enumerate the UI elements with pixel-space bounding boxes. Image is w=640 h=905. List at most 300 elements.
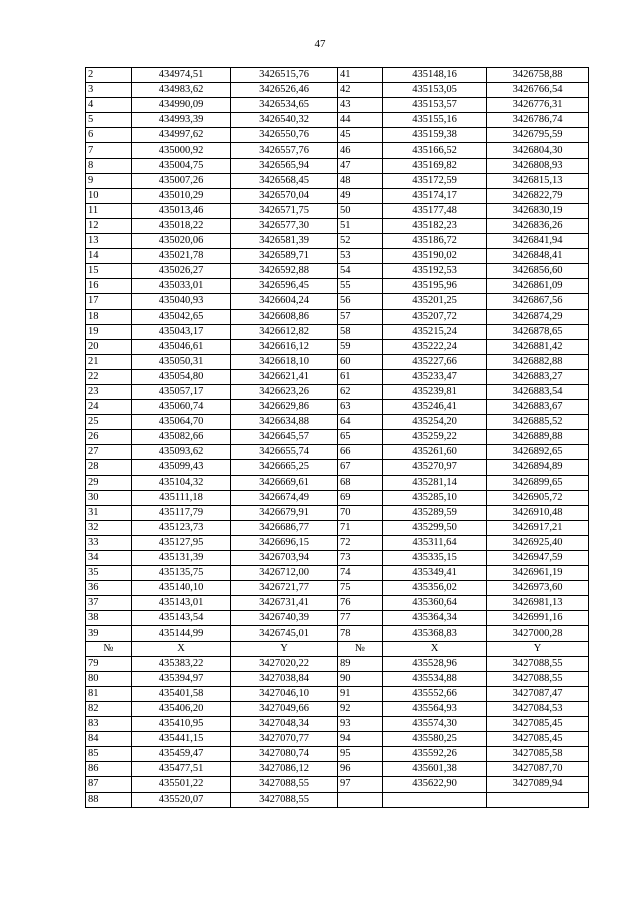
table-cell: 435186,72 (383, 234, 487, 249)
table-cell: 3426604,24 (231, 294, 338, 309)
table-cell: 89 (338, 656, 383, 671)
table-cell: 435335,15 (383, 551, 487, 566)
table-cell: 3426581,39 (231, 234, 338, 249)
table-row (86, 732, 589, 747)
table-cell: 435082,66 (132, 430, 231, 445)
table-cell: 435259,22 (383, 430, 487, 445)
table-cell: 435177,48 (383, 203, 487, 218)
table-cell: 435143,01 (132, 596, 231, 611)
table-cell: 435592,26 (383, 747, 487, 762)
table-cell: 435166,52 (383, 143, 487, 158)
table-cell: 3426515,76 (231, 68, 338, 83)
table-cell: 47 (338, 158, 383, 173)
table-cell: 435046,61 (132, 339, 231, 354)
header-cell: № (86, 641, 132, 656)
table-row (86, 158, 589, 173)
table-cell: 85 (86, 747, 132, 762)
table-cell: 44 (338, 113, 383, 128)
table-cell: 10 (86, 188, 132, 203)
table-cell: 3426712,00 (231, 566, 338, 581)
table-cell: 3426786,74 (487, 113, 589, 128)
table-cell: 3426674,49 (231, 490, 338, 505)
table-cell: 435406,20 (132, 701, 231, 716)
table-cell: 5 (86, 113, 132, 128)
table-cell: 76 (338, 596, 383, 611)
table-row (86, 173, 589, 188)
table-cell: 435349,41 (383, 566, 487, 581)
table-cell: 45 (338, 128, 383, 143)
table-cell: 96 (338, 762, 383, 777)
table-row (86, 611, 589, 626)
table-cell: 3426894,89 (487, 460, 589, 475)
table-cell: 79 (86, 656, 132, 671)
table-cell: 3427046,10 (231, 686, 338, 701)
table-cell: 435050,31 (132, 354, 231, 369)
header-cell: X (132, 641, 231, 656)
table-cell: 61 (338, 369, 383, 384)
table-cell: 3426815,13 (487, 173, 589, 188)
table-cell: 435135,75 (132, 566, 231, 581)
table-cell: 435127,95 (132, 535, 231, 550)
table-cell: 51 (338, 218, 383, 233)
table-cell: 435356,02 (383, 581, 487, 596)
table-cell: 435064,70 (132, 415, 231, 430)
table-cell: 3426830,19 (487, 203, 589, 218)
header-cell: X (383, 641, 487, 656)
table-cell: 48 (338, 173, 383, 188)
table-cell: 53 (338, 249, 383, 264)
table-cell: 435261,60 (383, 445, 487, 460)
table-cell: 435042,65 (132, 309, 231, 324)
table-cell: 435246,41 (383, 400, 487, 415)
table-cell: 17 (86, 294, 132, 309)
table-row (86, 369, 589, 384)
table-cell: 20 (86, 339, 132, 354)
table-cell (383, 792, 487, 807)
table-cell: 19 (86, 324, 132, 339)
table-cell: 435190,02 (383, 249, 487, 264)
table-cell: 3426550,76 (231, 128, 338, 143)
table-cell: 3427000,28 (487, 626, 589, 641)
table-row (86, 717, 589, 732)
table-row (86, 445, 589, 460)
table-cell: 3427085,45 (487, 717, 589, 732)
table-cell: 3426861,09 (487, 279, 589, 294)
table-cell: 8 (86, 158, 132, 173)
table-row (86, 596, 589, 611)
table-cell: 435289,59 (383, 505, 487, 520)
table-cell: 435099,43 (132, 460, 231, 475)
table-cell: 3426848,41 (487, 249, 589, 264)
table-cell: 3427087,70 (487, 762, 589, 777)
table-cell: 435172,59 (383, 173, 487, 188)
table-cell: 43 (338, 98, 383, 113)
table-cell: 3426616,12 (231, 339, 338, 354)
table-cell: 435018,22 (132, 218, 231, 233)
table-row (86, 505, 589, 520)
table-cell: 435007,26 (132, 173, 231, 188)
table-cell: 435020,06 (132, 234, 231, 249)
table-cell: 435148,16 (383, 68, 487, 83)
table-cell: 3426686,77 (231, 520, 338, 535)
table-cell: 3426766,54 (487, 83, 589, 98)
table-cell: 58 (338, 324, 383, 339)
table-cell: 13 (86, 234, 132, 249)
table-cell: 42 (338, 83, 383, 98)
table-row (86, 234, 589, 249)
table-cell: 3426889,88 (487, 430, 589, 445)
table-cell: 435368,83 (383, 626, 487, 641)
table-cell: 12 (86, 218, 132, 233)
table-cell: 435254,20 (383, 415, 487, 430)
table-cell: 31 (86, 505, 132, 520)
table-cell: 435131,39 (132, 551, 231, 566)
table-cell: 81 (86, 686, 132, 701)
table-cell: 3426565,94 (231, 158, 338, 173)
table-row (86, 747, 589, 762)
table-row (86, 475, 589, 490)
table-cell: 3426991,16 (487, 611, 589, 626)
table-cell: 78 (338, 626, 383, 641)
table-cell: 77 (338, 611, 383, 626)
table-cell: 3426568,45 (231, 173, 338, 188)
table-cell: 26 (86, 430, 132, 445)
table-cell: 88 (86, 792, 132, 807)
table-cell: 3426629,86 (231, 400, 338, 415)
table-cell: 66 (338, 445, 383, 460)
table-cell: 15 (86, 264, 132, 279)
table-row (86, 762, 589, 777)
table-cell: 3427088,55 (487, 671, 589, 686)
table-cell: 3426883,54 (487, 384, 589, 399)
table-cell: 24 (86, 400, 132, 415)
table-cell: 435552,66 (383, 686, 487, 701)
table-cell: 25 (86, 415, 132, 430)
table-cell: 435153,05 (383, 83, 487, 98)
table-cell: 57 (338, 309, 383, 324)
header-cell: № (338, 641, 383, 656)
table-cell: 69 (338, 490, 383, 505)
table-cell: 435360,64 (383, 596, 487, 611)
table-cell: 3427088,55 (231, 792, 338, 807)
table-cell: 3426883,67 (487, 400, 589, 415)
table-cell: 50 (338, 203, 383, 218)
table-cell: 3426776,31 (487, 98, 589, 113)
table-cell: 435143,54 (132, 611, 231, 626)
table-cell: 3426571,75 (231, 203, 338, 218)
table-cell: 60 (338, 354, 383, 369)
table-cell: 435227,66 (383, 354, 487, 369)
table-cell: 14 (86, 249, 132, 264)
table-cell: 3426899,65 (487, 475, 589, 490)
table-cell: 63 (338, 400, 383, 415)
table-cell: 49 (338, 188, 383, 203)
table-cell: 54 (338, 264, 383, 279)
table-cell: 435459,47 (132, 747, 231, 762)
table-cell: 3427084,53 (487, 701, 589, 716)
table-cell: 435580,25 (383, 732, 487, 747)
table-cell: 435201,25 (383, 294, 487, 309)
table-cell: 33 (86, 535, 132, 550)
table-cell: 435144,99 (132, 626, 231, 641)
header-cell: Y (487, 641, 589, 656)
table-cell: 30 (86, 490, 132, 505)
table-cell: 3427048,34 (231, 717, 338, 732)
table-row (86, 656, 589, 671)
table-cell: 3426665,25 (231, 460, 338, 475)
table-row (86, 294, 589, 309)
table-row (86, 566, 589, 581)
table-cell: 4 (86, 98, 132, 113)
table-cell: 435222,24 (383, 339, 487, 354)
table-cell: 3426703,94 (231, 551, 338, 566)
table-row (86, 792, 589, 807)
table-cell: 3 (86, 83, 132, 98)
table-cell: 3426745,01 (231, 626, 338, 641)
table-cell: 435574,30 (383, 717, 487, 732)
table-row (86, 415, 589, 430)
table-cell: 70 (338, 505, 383, 520)
table-cell: 41 (338, 68, 383, 83)
table-cell: 434990,09 (132, 98, 231, 113)
table-cell: 435013,46 (132, 203, 231, 218)
table-cell: 435140,10 (132, 581, 231, 596)
table-cell: 3427070,77 (231, 732, 338, 747)
table-row (86, 460, 589, 475)
table-cell: 435394,97 (132, 671, 231, 686)
table-cell: 435169,82 (383, 158, 487, 173)
table-row (86, 279, 589, 294)
table-cell: 3426892,65 (487, 445, 589, 460)
table-cell: 435021,78 (132, 249, 231, 264)
table-cell: 435060,74 (132, 400, 231, 415)
table-cell: 3426696,15 (231, 535, 338, 550)
table-cell: 434983,62 (132, 83, 231, 98)
table-row (86, 354, 589, 369)
table-cell: 435270,97 (383, 460, 487, 475)
table-cell: 435195,96 (383, 279, 487, 294)
table-cell: 435093,62 (132, 445, 231, 460)
table-cell: 3426731,41 (231, 596, 338, 611)
table-row (86, 218, 589, 233)
table-cell: 59 (338, 339, 383, 354)
table-cell: 435117,79 (132, 505, 231, 520)
table-cell: 435033,01 (132, 279, 231, 294)
table-cell: 435285,10 (383, 490, 487, 505)
table-cell: 32 (86, 520, 132, 535)
table-cell: 67 (338, 460, 383, 475)
table-cell: 9 (86, 173, 132, 188)
table-row (86, 324, 589, 339)
table-row (86, 686, 589, 701)
table-cell: 27 (86, 445, 132, 460)
table-cell: 62 (338, 384, 383, 399)
table-cell: 435410,95 (132, 717, 231, 732)
table-cell: 3427085,45 (487, 732, 589, 747)
table-row (86, 339, 589, 354)
table-cell: 3426596,45 (231, 279, 338, 294)
table-cell: 435401,58 (132, 686, 231, 701)
table-cell: 75 (338, 581, 383, 596)
table-cell: 435174,17 (383, 188, 487, 203)
table-cell: 93 (338, 717, 383, 732)
table-cell: 435155,16 (383, 113, 487, 128)
table-cell: 3426867,56 (487, 294, 589, 309)
table-cell: 18 (86, 309, 132, 324)
table-cell: 3426981,13 (487, 596, 589, 611)
table-cell: 435153,57 (383, 98, 487, 113)
table-cell: 64 (338, 415, 383, 430)
table-cell: 3426669,61 (231, 475, 338, 490)
table-row (86, 143, 589, 158)
table-row (86, 777, 589, 792)
table-cell: 3426534,65 (231, 98, 338, 113)
table-cell: 38 (86, 611, 132, 626)
table-cell: 435043,17 (132, 324, 231, 339)
table-cell: 3427049,66 (231, 701, 338, 716)
table-cell: 83 (86, 717, 132, 732)
table-row (86, 701, 589, 716)
table-cell: 3427087,47 (487, 686, 589, 701)
table-cell: 3426925,40 (487, 535, 589, 550)
table-cell: 435383,22 (132, 656, 231, 671)
table-cell: 435000,92 (132, 143, 231, 158)
table-cell: 3426917,21 (487, 520, 589, 535)
table-cell: 435528,96 (383, 656, 487, 671)
table-cell: 92 (338, 701, 383, 716)
table-cell: 3426856,60 (487, 264, 589, 279)
table-row (86, 309, 589, 324)
table-cell: 97 (338, 777, 383, 792)
table-cell: 11 (86, 203, 132, 218)
table-cell: 3426618,10 (231, 354, 338, 369)
table-cell: 435010,29 (132, 188, 231, 203)
table-cell: 2 (86, 68, 132, 83)
table-cell: 3427080,74 (231, 747, 338, 762)
table-cell: 3426804,30 (487, 143, 589, 158)
table-row (86, 626, 589, 641)
table-cell: 3426589,71 (231, 249, 338, 264)
table-row (86, 203, 589, 218)
table-cell: 435299,50 (383, 520, 487, 535)
table-cell: 84 (86, 732, 132, 747)
table-cell: 3426645,57 (231, 430, 338, 445)
table-cell: 28 (86, 460, 132, 475)
table-cell: 435040,93 (132, 294, 231, 309)
table-cell: 435501,22 (132, 777, 231, 792)
table-cell: 3426905,72 (487, 490, 589, 505)
table-cell: 435364,34 (383, 611, 487, 626)
table-cell: 3426557,76 (231, 143, 338, 158)
table-cell: 7 (86, 143, 132, 158)
table-cell (487, 792, 589, 807)
table-cell: 435215,24 (383, 324, 487, 339)
table-cell: 435192,53 (383, 264, 487, 279)
table-cell: 3426608,86 (231, 309, 338, 324)
table-row (86, 400, 589, 415)
table-row (86, 113, 589, 128)
table-cell: 87 (86, 777, 132, 792)
table-cell: 3426836,26 (487, 218, 589, 233)
table-cell: 434993,39 (132, 113, 231, 128)
table-cell: 35 (86, 566, 132, 581)
table-cell: 435281,14 (383, 475, 487, 490)
table-row (86, 188, 589, 203)
table-row (86, 490, 589, 505)
table-cell: 435441,15 (132, 732, 231, 747)
table-cell: 3426874,29 (487, 309, 589, 324)
table-cell: 22 (86, 369, 132, 384)
table-cell: 3426973,60 (487, 581, 589, 596)
table-cell: 435534,88 (383, 671, 487, 686)
table-row (86, 551, 589, 566)
table-cell: 3426721,77 (231, 581, 338, 596)
table-cell: 3426795,59 (487, 128, 589, 143)
table-cell: 3426910,48 (487, 505, 589, 520)
table-cell: 3426540,32 (231, 113, 338, 128)
table-cell: 434997,62 (132, 128, 231, 143)
table-row (86, 68, 589, 83)
table-row (86, 581, 589, 596)
table-cell: 3426577,30 (231, 218, 338, 233)
table-cell: 3426612,82 (231, 324, 338, 339)
table-cell: 3427020,22 (231, 656, 338, 671)
table-row (86, 384, 589, 399)
table-cell: 3426882,88 (487, 354, 589, 369)
table-cell: 3427086,12 (231, 762, 338, 777)
table-cell: 94 (338, 732, 383, 747)
table-cell: 435004,75 (132, 158, 231, 173)
table-cell: 72 (338, 535, 383, 550)
table-cell: 3426655,74 (231, 445, 338, 460)
table-cell: 435159,38 (383, 128, 487, 143)
table-cell: 435026,27 (132, 264, 231, 279)
table-cell: 46 (338, 143, 383, 158)
table-cell: 68 (338, 475, 383, 490)
table-cell: 435564,93 (383, 701, 487, 716)
table-cell: 90 (338, 671, 383, 686)
table-cell: 435601,38 (383, 762, 487, 777)
table-cell: 82 (86, 701, 132, 716)
table-cell: 3426570,04 (231, 188, 338, 203)
table-cell: 80 (86, 671, 132, 686)
table-cell: 3427089,94 (487, 777, 589, 792)
table-cell: 21 (86, 354, 132, 369)
table-cell: 3427088,55 (487, 656, 589, 671)
table-cell: 37 (86, 596, 132, 611)
table-cell: 3426623,26 (231, 384, 338, 399)
table-cell: 3427038,84 (231, 671, 338, 686)
table-cell: 73 (338, 551, 383, 566)
table-cell: 3426621,41 (231, 369, 338, 384)
table-cell: 435182,23 (383, 218, 487, 233)
table-cell: 435111,18 (132, 490, 231, 505)
table-row (86, 264, 589, 279)
table-row (86, 249, 589, 264)
table-cell: 3426740,39 (231, 611, 338, 626)
table-row (86, 520, 589, 535)
table-cell: 3427085,58 (487, 747, 589, 762)
table-cell: 3426592,88 (231, 264, 338, 279)
table-cell: 36 (86, 581, 132, 596)
page-number: 47 (314, 38, 326, 50)
table-row (86, 671, 589, 686)
table-cell: 3426808,93 (487, 158, 589, 173)
table-cell: 3426526,46 (231, 83, 338, 98)
table-cell: 34 (86, 551, 132, 566)
table-cell: 29 (86, 475, 132, 490)
table-cell: 435239,81 (383, 384, 487, 399)
